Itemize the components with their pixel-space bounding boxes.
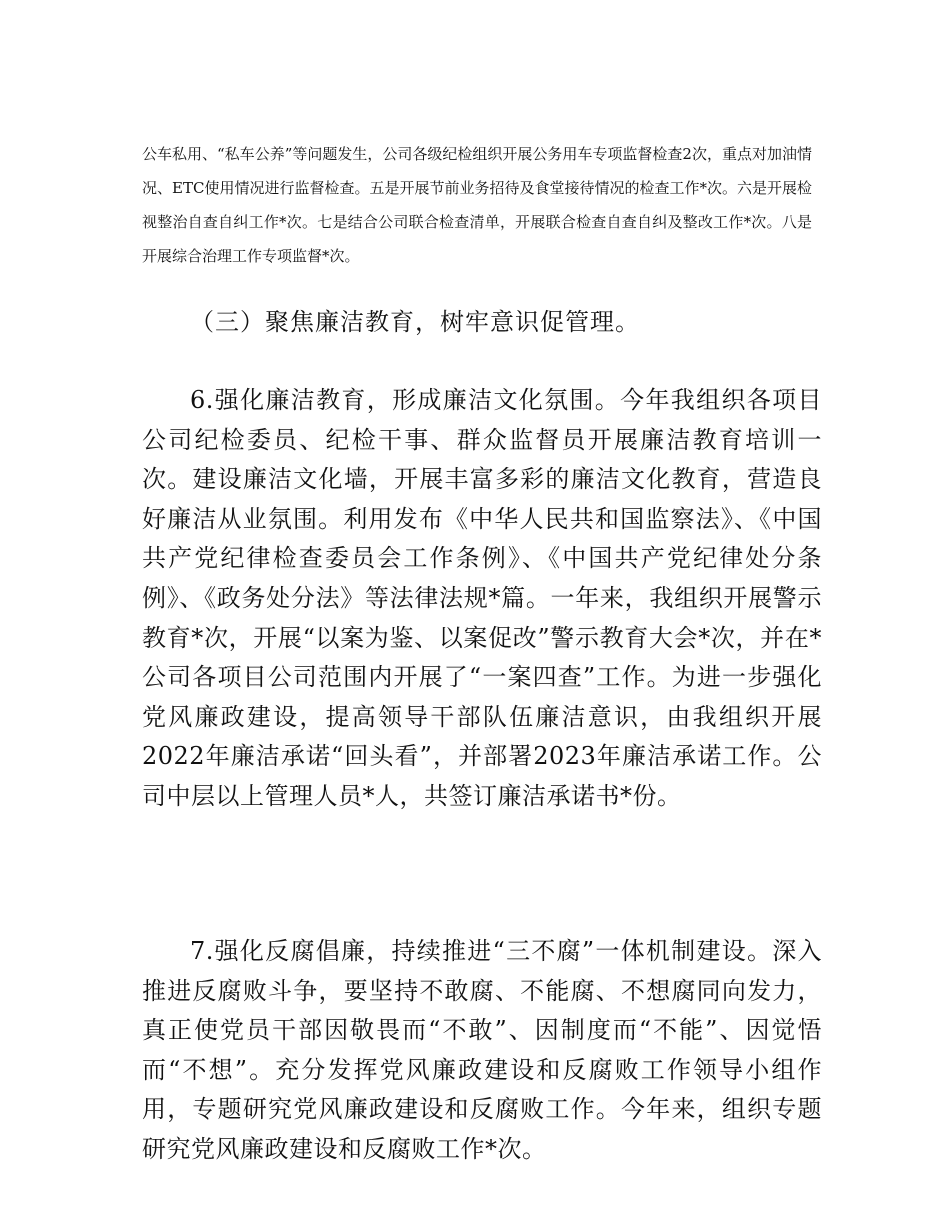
section-heading: （三）聚焦廉洁教育，树牢意识促管理。 xyxy=(190,308,640,336)
paragraph-6: 6.强化廉洁教育，形成廉洁文化氛围。今年我组织各项目公司纪检委员、纪检干事、群众监督员开展廉洁教育培训一次。建设廉洁文化墙，开展丰富多彩的廉洁文化教育，营造良好廉洁从业氛围。利用发布《中华人民共和国监察法》、《中国共产党纪律检查委员会工作条例》、《中国共产党纪律处分条例》、《政务处分法》等法律法规*篇。一年来，我组织开展警示教育*次，开展“以案为鉴、以案促改”警示教育大会*次，并在*公司各项目公司范围内开展了“一案四查”工作。为进一步强化党风廉政建设，提高领导干部队伍廉洁意识，由我组织开展2022年廉洁承诺“回头看”，并部署2023年廉洁承诺工作。公司中层以上管理人员*人，共签订廉洁承诺书*份。 xyxy=(142,386,822,810)
continued-paragraph: 公车私用、“私车公养”等问题发生，公司各级纪检组织开展公务用车专项监督检查2次，重点对加油情况、ETC使用情况进行监督检查。五是开展节前业务招待及食堂接待情况的检查工作*次。六是开展检视整治自查自纠工作*次。七是结合公司联合检查清单，开展联合检查自查自纠及整改工作*次。八是开展综合治理工作专项监督*次。 xyxy=(142,145,812,265)
paragraph-7: 7.强化反腐倡廉，持续推进“三不腐”一体机制建设。深入推进反腐败斗争，要坚持不敢腐、不能腐、不想腐同向发力，真正使党员干部因敬畏而“不敢”、因制度而“不能”、因觉悟而“不想”。充分发挥党风廉政建设和反腐败工作领导小组作用，专题研究党风廉政建设和反腐败工作。今年来，组织专题研究党风廉政建设和反腐败工作*次。 xyxy=(142,937,822,1163)
